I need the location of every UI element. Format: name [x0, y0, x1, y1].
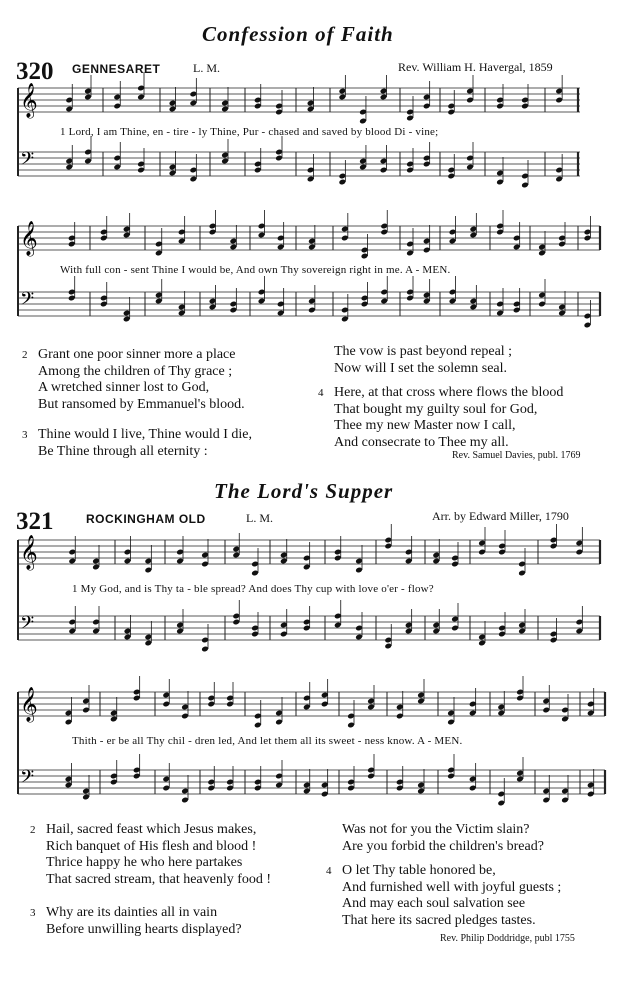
stanza-line: Why are its dainties all in vain [46, 905, 218, 920]
treble-clef: 𝄞 [20, 687, 38, 722]
stanza-number: 3 [30, 907, 36, 919]
lyric-line: 1 Lord, I am Thine, en - tire - ly Thine, Pur - chased and saved by blood Di - vine; [60, 126, 439, 138]
stanza-number: 4 [318, 387, 324, 399]
stanza-number: 3 [22, 429, 28, 441]
stanza-line: That bought my guilty soul for God, [334, 401, 538, 417]
stanza-line: A wretched sinner lost to God, [38, 380, 210, 395]
lyric-line: 1 My God, and is Thy ta - ble spread? And does Thy cup with love o'er - flow? [72, 583, 434, 595]
tune-name: ROCKINGHAM OLD [86, 512, 206, 526]
tune-name: GENNESARET [72, 62, 161, 76]
meter: L. M. [246, 511, 273, 525]
lyric-line: Thith - er be all Thy chil - dren led, And let them all its sweet - ness know. A - MEN. [72, 735, 463, 747]
bass-clef: 𝄢 [20, 149, 35, 174]
stanza-line: That here its sacred pledges tastes. [342, 912, 536, 928]
stanza-line: Thrice happy he who here partakes [46, 855, 243, 870]
treble-clef: 𝄞 [20, 83, 38, 118]
stanza-line: Was not for you the Victim slain? [342, 822, 530, 837]
stanza-number: 2 [30, 824, 36, 836]
hymn-number: 321 [16, 508, 54, 535]
hymn-number: 320 [16, 58, 54, 85]
stanza-line: Be Thine through all eternity : [38, 443, 208, 459]
meter: L. M. [193, 61, 220, 75]
stanza-line: O let Thy table honored be, [342, 863, 496, 878]
music-credit: Rev. William H. Havergal, 1859 [398, 60, 553, 74]
stanza-line: And furnished well with joyful guests ; [342, 879, 562, 895]
stanza-line: Now will I set the solemn seal. [334, 360, 508, 376]
stanza-line: That sacred stream, that heavenly food ! [46, 871, 272, 887]
stanza-number: 2 [22, 349, 28, 361]
words-credit: Rev. Samuel Davies, publ. 1769 [452, 450, 581, 461]
section-title: The Lord's Supper [214, 479, 394, 503]
stanza-number: 4 [326, 865, 332, 877]
stanza-line: Here, at that cross where flows the blood [334, 385, 564, 400]
lyric-line: With full con - sent Thine I would be, And own Thy sovereign right in me. A - MEN. [60, 264, 451, 276]
stanza-line: And may each soul salvation see [342, 896, 526, 911]
bass-clef: 𝄢 [20, 613, 35, 638]
stanza-line: Hail, sacred feast which Jesus makes, [46, 822, 257, 837]
stanza-line: Are you forbid the children's bread? [342, 838, 544, 854]
stanza-line: Grant one poor sinner more a place [38, 347, 236, 362]
stanza-line: Thine would I live, Thine would I die, [38, 427, 252, 442]
stanza-line: Rich banquet of His flesh and blood ! [46, 838, 257, 854]
words-credit: Rev. Philip Doddridge, publ 1755 [440, 933, 575, 944]
music-credit: Arr. by Edward Miller, 1790 [432, 509, 569, 523]
section-title: Confession of Faith [202, 22, 394, 46]
bass-clef: 𝄢 [20, 767, 35, 792]
stanza-line: Thee my new Master now I call, [334, 418, 516, 433]
stanza-line: And consecrate to Thee my all. [334, 434, 509, 450]
stanza-line: The vow is past beyond repeal ; [334, 344, 513, 359]
stanza-line: Among the children of Thy grace ; [38, 363, 233, 379]
treble-clef: 𝄞 [20, 221, 38, 256]
stanza-line: But ransomed by Emmanuel's blood. [38, 396, 245, 412]
stanza-line: Before unwilling hearts displayed? [46, 921, 242, 937]
bass-clef: 𝄢 [20, 289, 35, 314]
treble-clef: 𝄞 [20, 535, 38, 570]
